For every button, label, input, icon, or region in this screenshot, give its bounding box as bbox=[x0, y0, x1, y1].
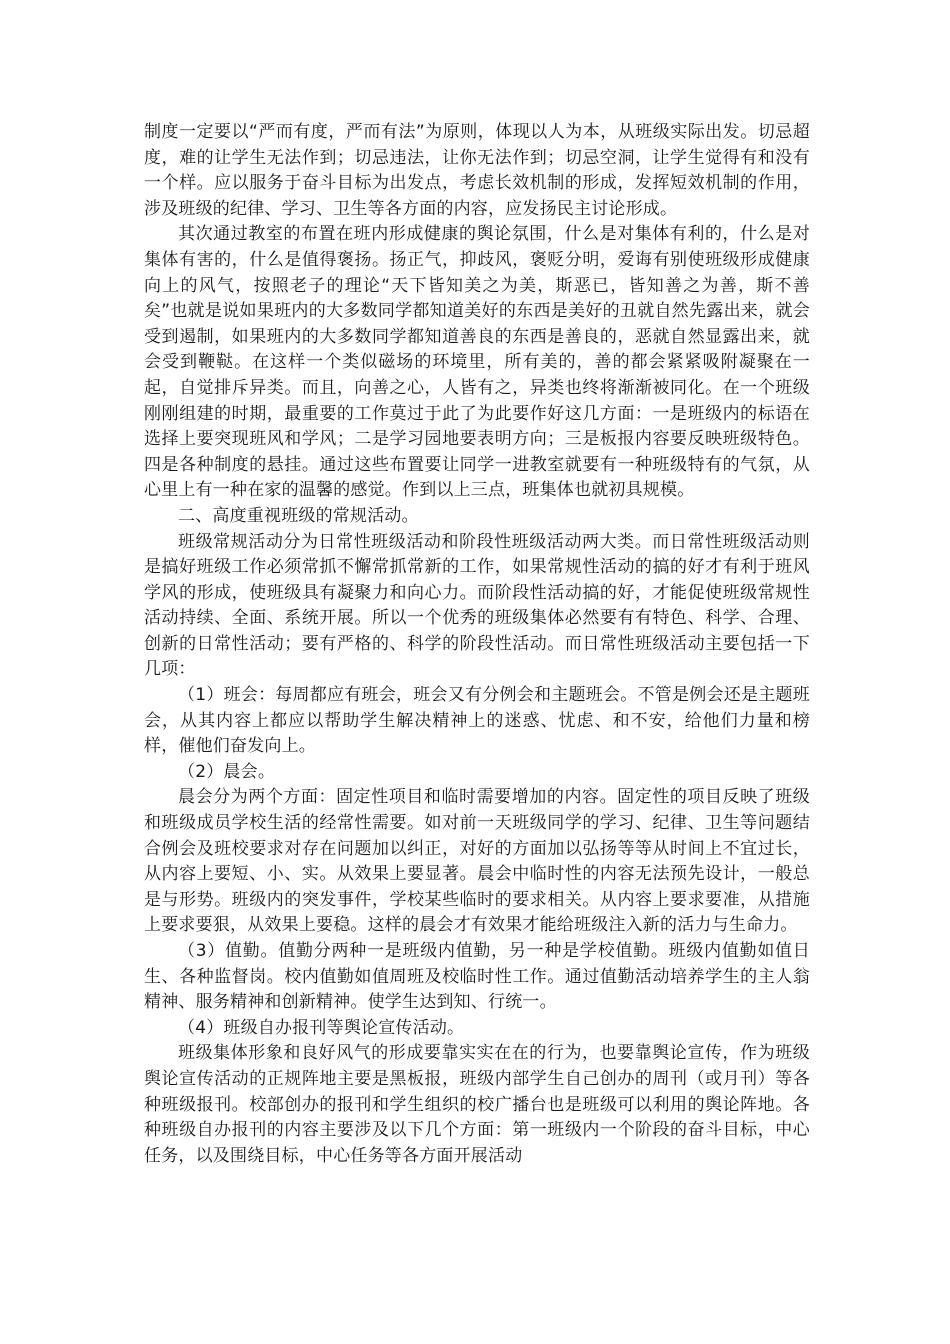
paragraph-duty: （3）值勤。值勤分两种一是班级内值勤，另一种是学校值勤。班级内值勤如值日生、各种监督岗。校内值勤如值周班及校临时性工作。通过值勤活动培养学生的主人翁精神、服务精神和创新精神。使学生达到知、行统一。 bbox=[144, 941, 810, 1013]
document-body bbox=[144, 120, 810, 1169]
paragraph-classroom-layout: 其次通过教室的布置在班内形成健康的舆论氛围，什么是对集体有利的，什么是对集体有害的，什么是值得褒扬。扬正气，抑歧风，褒贬分明，爱诲有别使班级形成健康向上的风气，按照老子的理论“天下皆知美之为美，斯恶已，皆知善之为善，斯不善矣”也就是说如果班内的大多数同学都知道美好的东西是美好的丑就自然先露出来，就会受到遏制，如果班内的大多数同学都知道善良的东西是善良的，恶就自然显露出来，就会受到鞭鞑。在这样一个类似磁场的环境里，所有美的，善的都会紧紧吸附凝聚在一起，自觉排斥异类。而且，向善之心，人皆有之，异类也终将渐渐被同化。在一个班级刚刚组建的时期，最重要的工作莫过于此了为此要作好这几方面：一是班级内的标语在选择上要突现班风和学风；二是学习园地要表明方向；三是板报内容要反映班级特色。四是各种制度的悬挂。通过这些布置要让同学一进教室就要有一种班级特有的气氛，从心里上有一种在家的温馨的感觉。作到以上三点，班集体也就初具规模。 bbox=[144, 224, 810, 501]
paragraph-morning-meeting: 晨会分为两个方面：固定性项目和临时需要增加的内容。固定性的项目反映了班级和班级成员学校生活的经常性需要。如对前一天班级同学的学习、纪律、卫生等问题结合例会及班校要求对存在问题加以纠正，对好的方面加以弘扬等等从时间上不宜过长，从内容上要短、小、实。从效果上要显著。晨会中临时性的内容无法预先设计，一般总是与形势。班级内的突发事件，学校某些临时的要求相关。从内容上要求要准，从措施上要求要狠，从效果上要稳。这样的晨会才有效果才能给班级注入新的活力与生命力。 bbox=[144, 787, 810, 936]
paragraph-rules-principle: 制度一定要以“严而有度，严而有法”为原则，体现以人为本，从班级实际出发。切忌超度，难的让学生无法作到；切忌违法，让你无法作到；切忌空洞，让学生觉得有和没有一个样。应以服务于奋斗目标为出发点，考虑长效机制的形成，发挥短效机制的作用，涉及班级的纪律、学习、卫生等各方面的内容，应发扬民主讨论形成。 bbox=[144, 122, 810, 219]
subheading-class-publications: （4）班级自办报刊等舆论宣传活动。 bbox=[178, 1017, 465, 1038]
section-heading-routine-activities: 二、高度重视班级的常规活动。 bbox=[178, 505, 419, 526]
subheading-morning-meeting: （2）晨会。 bbox=[178, 761, 276, 782]
paragraph-class-publications: 班级集体形象和良好风气的形成要靠实实在在的行为，也要靠舆论宣传，作为班级舆论宣传活动的正规阵地主要是黑板报，班级内部学生自己创办的周刊（或月刊）等各种班级报刊。校部创办的报刊和学生组织的校广播台也是班级可以利用的舆论阵地。各种班级自办报刊的内容主要涉及以下几个方面：第一班级内一个阶段的奋斗目标，中心任务，以及围绕目标，中心任务等各方面开展活动 bbox=[144, 1043, 810, 1166]
paragraph-class-meeting: （1）班会：每周都应有班会，班会又有分例会和主题班会。不管是例会还是主题班会，从其内容上都应以帮助学生解决精神上的迷惑、忧虑、和不安，给他们力量和榜样，催他们奋发向上。 bbox=[144, 685, 810, 757]
paragraph-routine-activities: 班级常规活动分为日常性班级活动和阶段性班级活动两大类。而日常性班级活动则是搞好班级工作必须常抓不懈常抓常新的工作，如果常规性活动的搞的好才有利于班风学风的形成，使班级具有凝聚力和向心力。而阶段性活动搞的好，才能促使班级常规性活动持续、全面、系统开展。所以一个优秀的班级集体必然要有有特色、科学、合理、创新的日常性活动；要有严格的、科学的阶段性活动。而日常性班级活动主要包括一下几项： bbox=[144, 531, 810, 680]
